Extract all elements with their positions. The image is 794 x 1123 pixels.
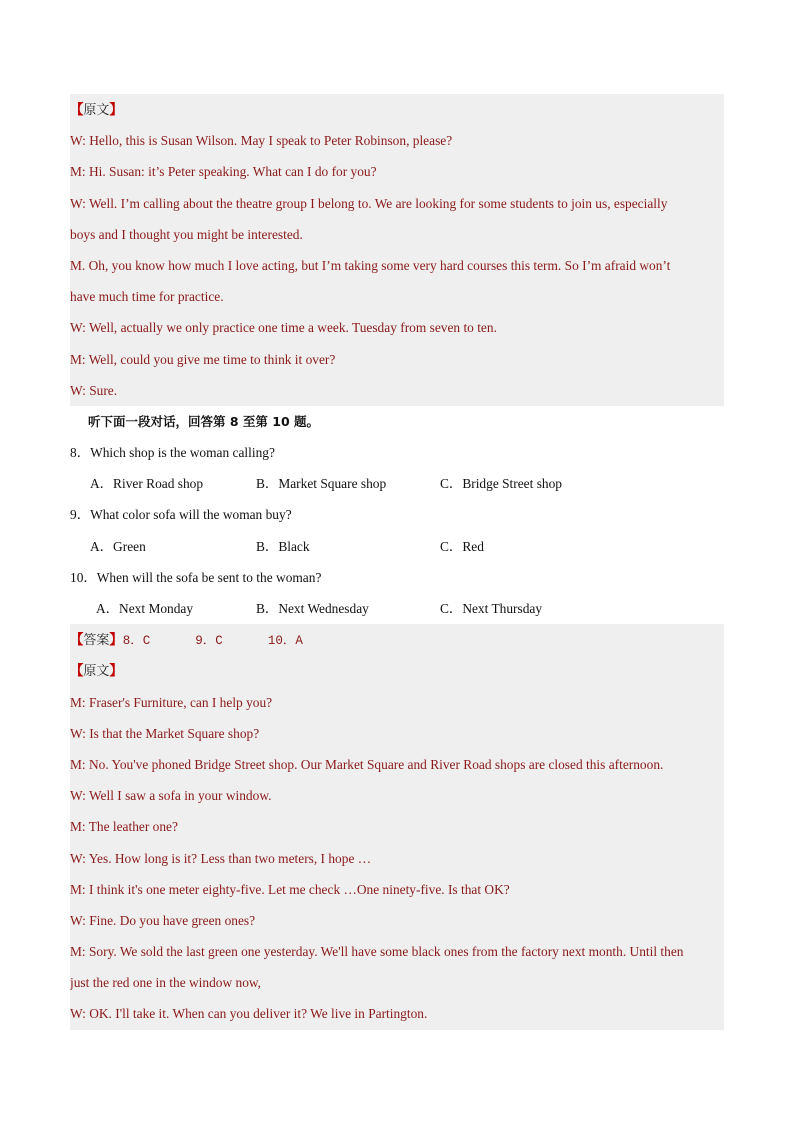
question-options — [70, 531, 724, 562]
option-a[interactable]: A．River Road shop — [90, 476, 204, 492]
transcript-line: M: The leather one? — [70, 811, 724, 842]
transcript-line: W: Fine. Do you have green ones? — [70, 905, 724, 936]
option-a[interactable]: A．Next Monday — [96, 601, 194, 616]
transcript-line: M: Fraser's Furniture, can I help you? — [70, 687, 724, 718]
transcript-line: W: Sure. — [70, 375, 724, 406]
option-c[interactable]: C．Bridge Street shop — [440, 476, 562, 492]
transcript-line: M: Well, could you give me time to think it over? — [70, 344, 724, 375]
transcript-line: M. Oh, you know how much I love acting, but I’m taking some very hard courses this term. So I’m afraid won’t — [70, 250, 724, 281]
yuanwen-label: 原文 — [83, 664, 110, 680]
transcript-line: have much time for practice. — [70, 281, 724, 312]
yuanwen-heading-2: 【原文】 — [70, 655, 724, 686]
transcript-line: M: I think it's one meter eighty-five. Let me check …One ninety-five. Is that OK? — [70, 874, 724, 905]
answer-row: 【答案】8．C 9．C 10．A — [70, 624, 724, 655]
transcript-line: W: OK. I'll take it. When can you deliver it? We live in Partington. — [70, 998, 724, 1029]
transcript-line: W: Hello, this is Susan Wilson. May I speak to Peter Robinson, please? — [70, 125, 724, 156]
question-stem: 9．What color sofa will the woman buy? — [70, 507, 292, 523]
option-a[interactable]: A．Green — [90, 538, 146, 554]
listening-instruction: 听下面一段对话，回答第 8 至第 10 题。 — [88, 413, 320, 429]
transcript-line: W: Well I saw a sofa in your window. — [70, 780, 724, 811]
yuanwen-label: 原文 — [83, 103, 110, 118]
transcript-line: W: Well. I’m calling about the theatre group I belong to. We are looking for some students to join us, especially — [70, 188, 724, 219]
yuanwen-heading-1: 【原文】 — [70, 94, 724, 125]
answer-label: 答案 — [83, 633, 110, 649]
option-c[interactable]: C．Next Thursday — [440, 601, 543, 616]
transcript-line: W: Is that the Market Square shop? — [70, 718, 724, 749]
transcript-line: W: Yes. How long is it? Less than two meters, I hope … — [70, 843, 724, 874]
transcript-line: M: Hi. Susan: it’s Peter speaking. What can I do for you? — [70, 156, 724, 187]
question-stem: 10．When will the sofa be sent to the woman? — [70, 569, 322, 585]
question-stem: 8．Which shop is the woman calling? — [70, 445, 275, 461]
option-b[interactable]: B．Black — [256, 538, 310, 554]
option-c[interactable]: C．Red — [440, 538, 484, 554]
transcript-line: M: No. You've phoned Bridge Street shop. Our Market Square and River Road shops are closed this afternoon. — [70, 749, 724, 780]
transcript-line: W: Well, actually we only practice one time a week. Tuesday from seven to ten. — [70, 312, 724, 343]
transcript-line: just the red one in the window now, — [70, 967, 724, 998]
option-b[interactable]: B．Market Square shop — [256, 476, 387, 492]
question-options — [70, 468, 724, 499]
transcript-line: M: Sory. We sold the last green one yesterday. We'll have some black ones from the factory next month. Until then — [70, 936, 724, 967]
answer-values: 8．C 9．C 10．A — [122, 634, 303, 649]
document-page — [70, 94, 724, 1030]
question-options — [70, 593, 724, 624]
transcript-line: boys and I thought you might be interested. — [70, 219, 724, 250]
option-b[interactable]: B．Next Wednesday — [256, 601, 369, 616]
